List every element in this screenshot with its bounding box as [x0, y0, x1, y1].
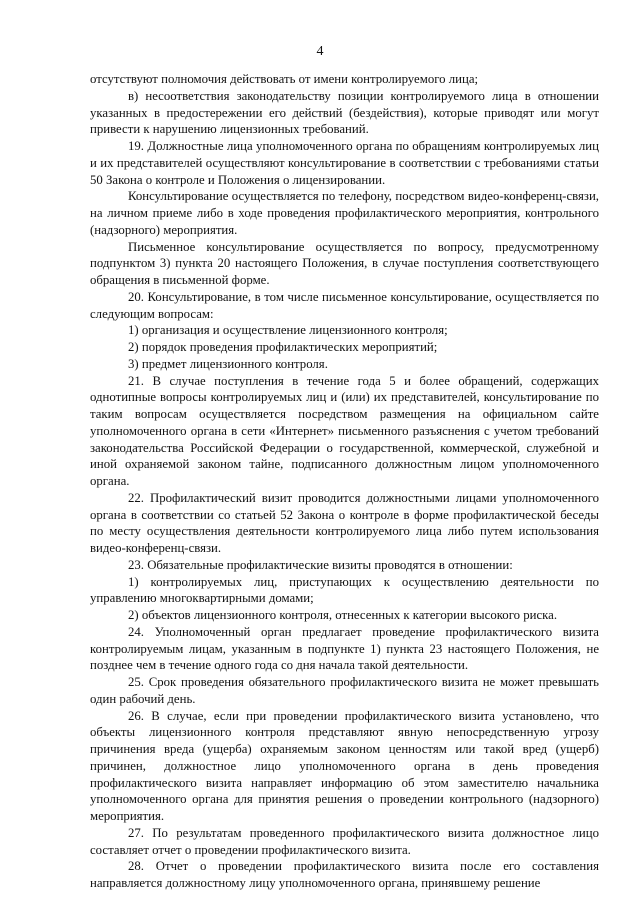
page-number: 4: [316, 44, 324, 59]
paragraph-20-item-2: 2) порядок проведения профилактических мероприятий;: [128, 340, 438, 354]
paragraph-27: 27. По результатам проведенного профилактического визита должностное лицо составляет отчет о проведении профилактического визита.: [90, 825, 599, 857]
paragraph-28: 28. Отчет о проведении профилактического визита после его составления направляется должностному лицу уполномоченного органа, принявшему решение: [90, 859, 599, 890]
paragraph-23: 23. Обязательные профилактические визиты проводятся в отношении:: [128, 557, 513, 572]
document-body: [90, 71, 599, 892]
paragraph-continuation: отсутствуют полномочия действовать от имени контролируемого лица;: [90, 72, 479, 86]
paragraph-24: 24. Уполномоченный орган предлагает проведение профилактического визита контролируемым лицам, указанным в подпункте 1) пункта 23 настоящего Положения, не позднее чем в течение одного года со дня начала такой деятельности.: [90, 624, 599, 673]
paragraph-25: 25. Срок проведения обязательного профилактического визита не может превышать один рабочий день.: [90, 675, 599, 706]
paragraph-20: 20. Консультирование, в том числе письменное консультирование, осуществляется по следующим вопросам:: [90, 289, 599, 321]
paragraph-23-item-2: 2) объектов лицензионного контроля, отнесенных к категории высокого риска.: [128, 608, 558, 622]
paragraph-19: 19. Должностные лица уполномоченного органа по обращениям контролируемых лиц и их представителей осуществляют консультирование в соответствии с требованиями статьи 50 Закона о контроле и Положения о лицензировании.: [90, 139, 599, 187]
paragraph-20-item-1: 1) организация и осуществление лицензионного контроля;: [128, 323, 448, 338]
paragraph-written-consulting: Письменное консультирование осуществляется по вопросу, предусмотренному подпунктом 3) пункта 20 настоящего Положения, в случае поступления соответствующего обращения в письменной форме.: [90, 239, 599, 287]
paragraph-20-item-3: 3) предмет лицензионного контроля.: [128, 356, 328, 371]
paragraph-23-item-1: 1) контролируемых лиц, приступающих к осуществлению деятельности по управлению многоквартирными домами;: [90, 574, 599, 606]
paragraph-consulting-methods: Консультирование осуществляется по телефону, посредством видео-конференц-связи, на личном приеме либо в ходе проведения профилактического мероприятия, контрольного (надзорного) мероприятия.: [90, 189, 599, 237]
paragraph-26: 26. В случае, если при проведении профилактического визита установлено, что объекты лицензионного контроля представляют явную непосредственную угрозу причинения вреда (ущерба) охраняемым законом ценностям или такой вред (ущерб) причинен, должностное лицо уполномоченного органа в день проведения профилактического визита направляет информацию об этом заместителю начальника уполномоченного органа для принятия решения о проведении контрольного (надзорного) мероприятия.: [90, 708, 599, 823]
paragraph-21: 21. В случае поступления в течение года 5 и более обращений, содержащих однотипные вопросы контролируемых лиц и (или) их представителей, консультирование по таким вопросам осуществляется посредством размещения на официальном сайте уполномоченного органа в сети «Интернет» письменного разъяснения с учетом требований законодательства Российской Федерации о государственной, коммерческой, служебной и иной охраняемой законом тайне, подписанного должностным лицом уполномоченного органа.: [90, 373, 599, 488]
paragraph-22: 22. Профилактический визит проводится должностными лицами уполномоченного органа в соответствии со статьей 52 Закона о контроле в форме профилактической беседы по месту осуществления деятельности контролируемого лица либо путем использования видео-конференц-связи.: [90, 490, 599, 555]
paragraph-item-v: в) несоответствия законодательству позиции контролируемого лица в отношении указанных в предостережении его действий (бездействия), которые приводят или могут привести к нарушению лицензионных требований.: [90, 88, 599, 137]
